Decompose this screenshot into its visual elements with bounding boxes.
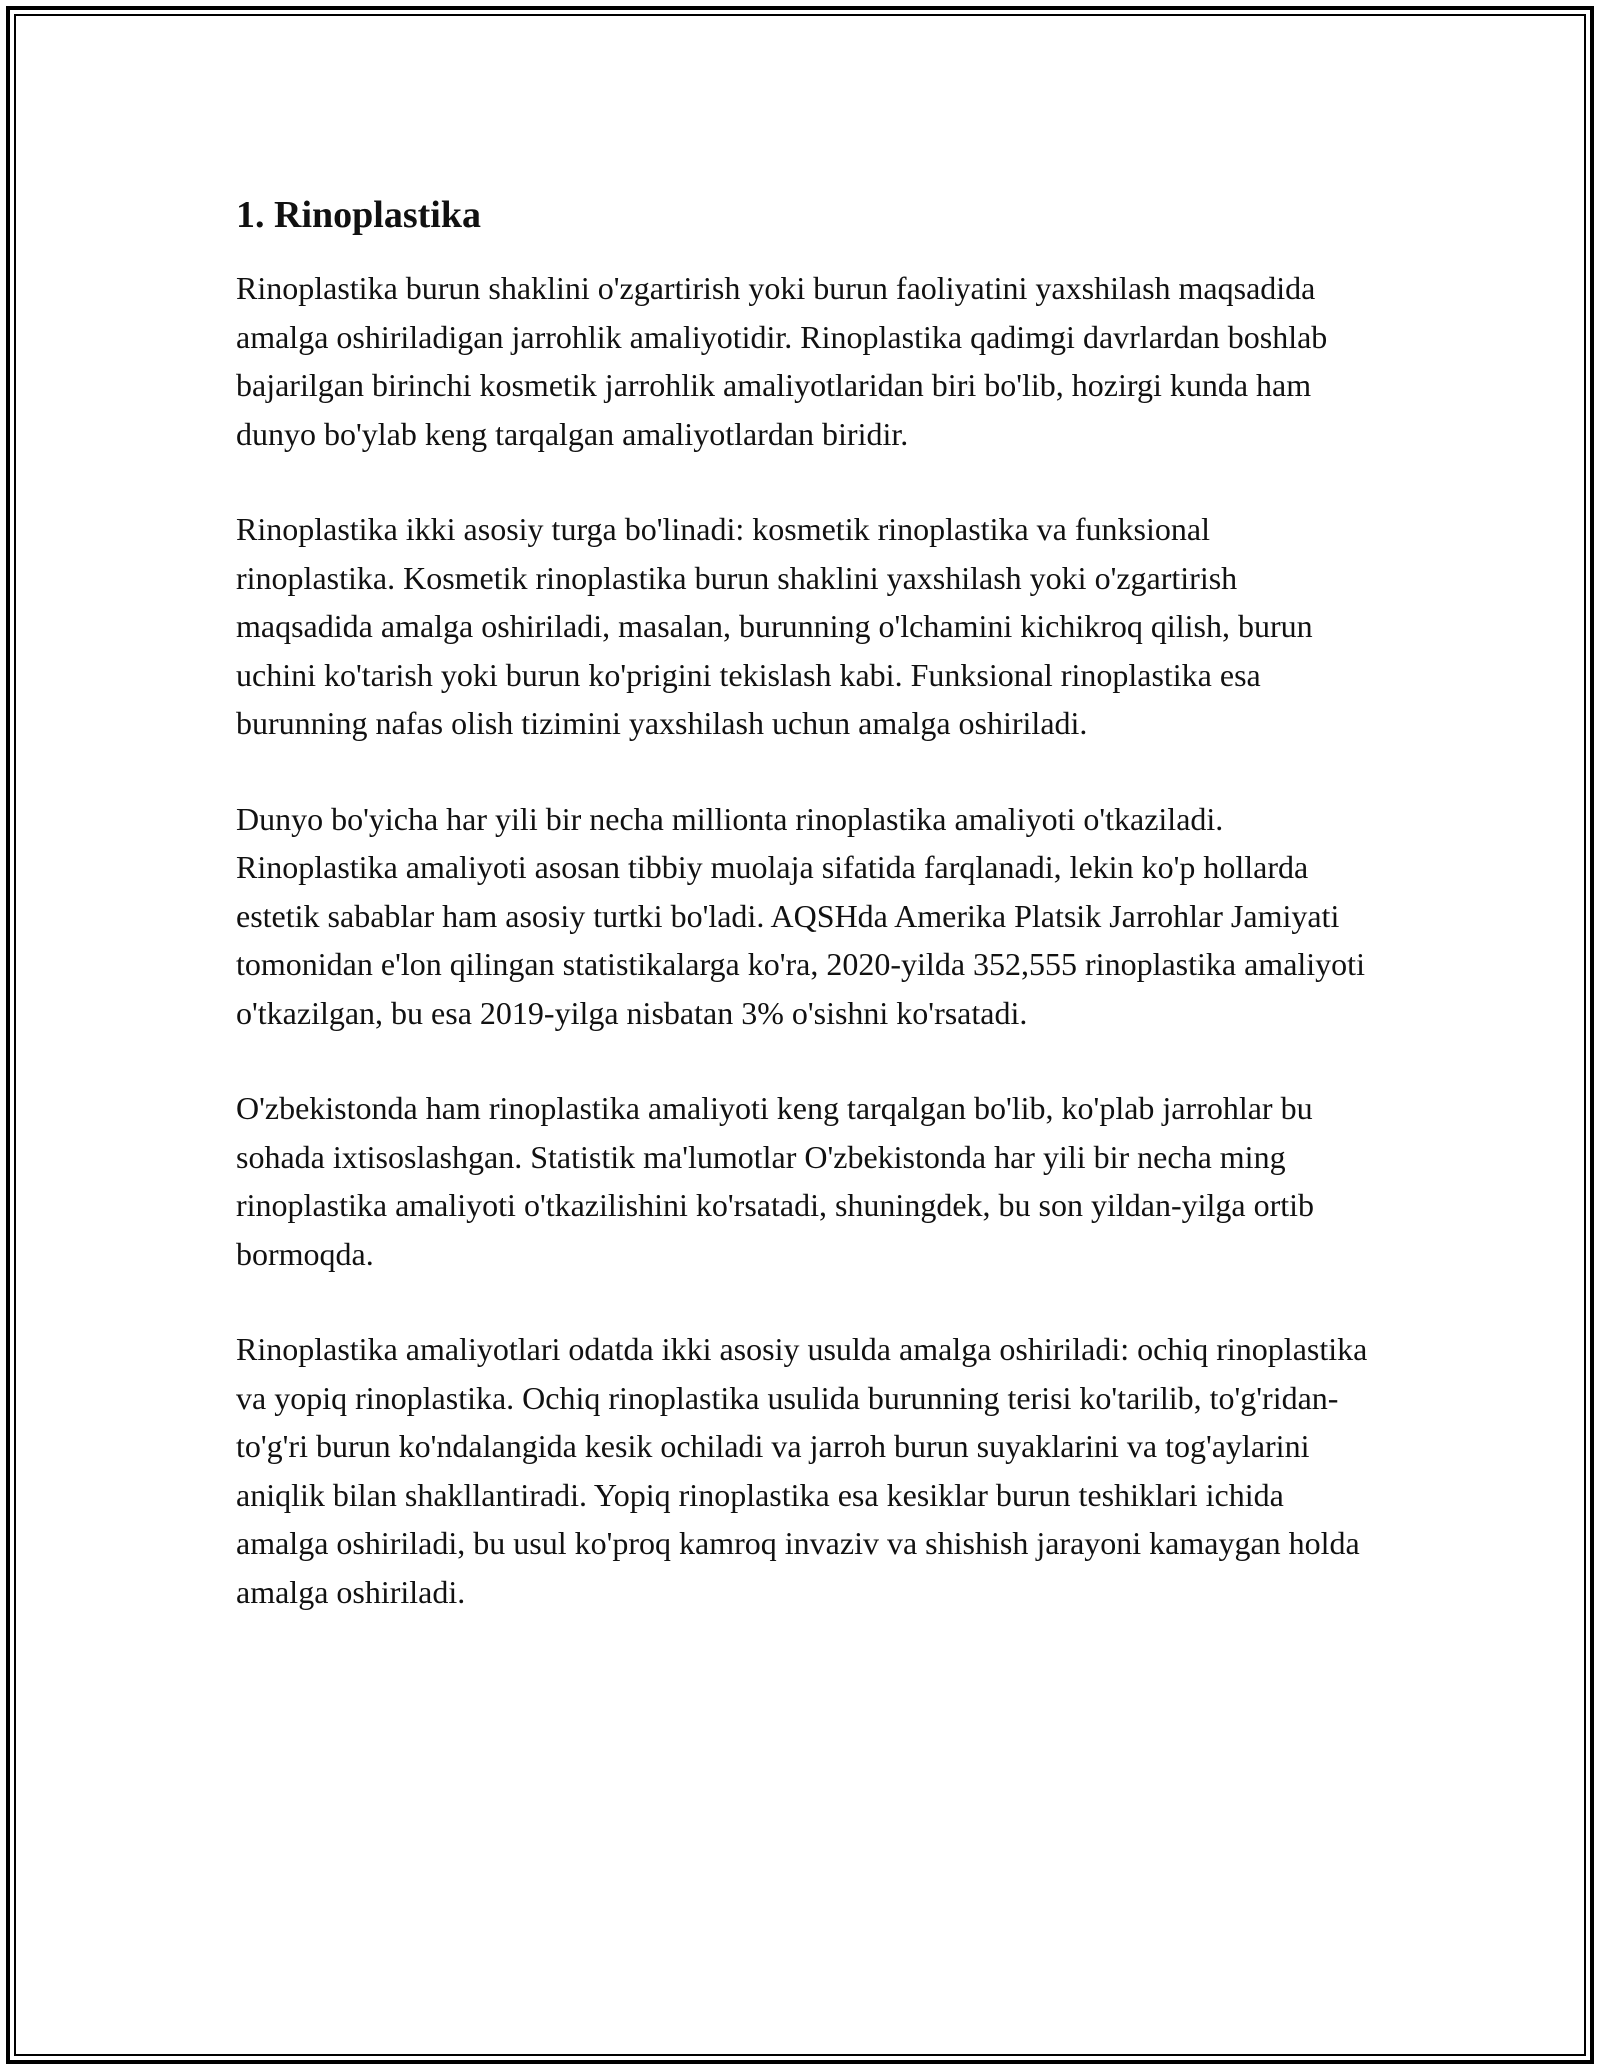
paragraph-3: Dunyo bo'yicha har yili bir necha millionta rinoplastika amaliyoti o'tkaziladi. Rinoplastika amaliyoti asosan tibbiy muolaja sifatida farqlanadi, lekin ko'p hollarda estetik sabablar ham asosiy turtki bo'ladi. AQSHda Amerika Platsik Jarrohlar Jamiyati tomonidan e'lon qilingan statistikalarga ko'ra, 2020-yilda 352,555 rinoplastika amaliyoti o'tkazilgan, bu esa 2019-yilga nisbatan 3% o'sishni ko'rsatadi.: [236, 800, 1365, 1031]
document-body: [236, 188, 1376, 1663]
paragraph-4: O'zbekistonda ham rinoplastika amaliyoti keng tarqalgan bo'lib, ko'plab jarrohlar bu sohada ixtisoslashgan. Statistik ma'lumotlar O'zbekistonda har yili bir necha ming rinoplastika amaliyoti o'tkazilishini ko'rsatadi, shuningdek, bu son yildan-yilga ortib bormoqda.: [236, 1090, 1315, 1272]
paragraph-2: Rinoplastika ikki asosiy turga bo'linadi: kosmetik rinoplastika va funksional rinoplastika. Kosmetik rinoplastika burun shaklini yaxshilash yoki o'zgartirish maqsadida amalga oshiriladi, masalan, burunning o'lchamini kichikroq qilish, burun uchini ko'tarish yoki burun ko'prigini tekislash kabi. Funksional rinoplastika esa burunning nafas olish tizimini yaxshilash uchun amalga oshiriladi.: [236, 511, 1313, 741]
paragraph-1: Rinoplastika burun shaklini o'zgartirish yoki burun faoliyatini yaxshilash maqsadida amalga oshiriladigan jarrohlik amaliyotidir. Rinoplastika qadimgi davrlardan boshlab bajarilgan birinchi kosmetik jarrohlik amaliyotlaridan biri bo'lib, hozirgi kunda ham dunyo bo'ylab keng tarqalgan amaliyotlardan biridir.: [236, 270, 1328, 452]
paragraph-5: Rinoplastika amaliyotlari odatda ikki asosiy usulda amalga oshiriladi: ochiq rinoplastika va yopiq rinoplastika. Ochiq rinoplastika usulida burunning terisi ko'tarilib, to'g'ridan-to'g'ri burun ko'ndalangida kesik ochiladi va jarroh burun suyaklarini va tog'aylarini aniqlik bilan shakllantiradi. Yopiq rinoplastika esa kesiklar burun teshiklari ichida amalga oshiriladi, bu usul ko'proq kamroq invaziv va shishish jarayoni kamaygan holda amalga oshiriladi.: [236, 1331, 1368, 1610]
section-heading: 1. Rinoplastika: [236, 194, 481, 236]
